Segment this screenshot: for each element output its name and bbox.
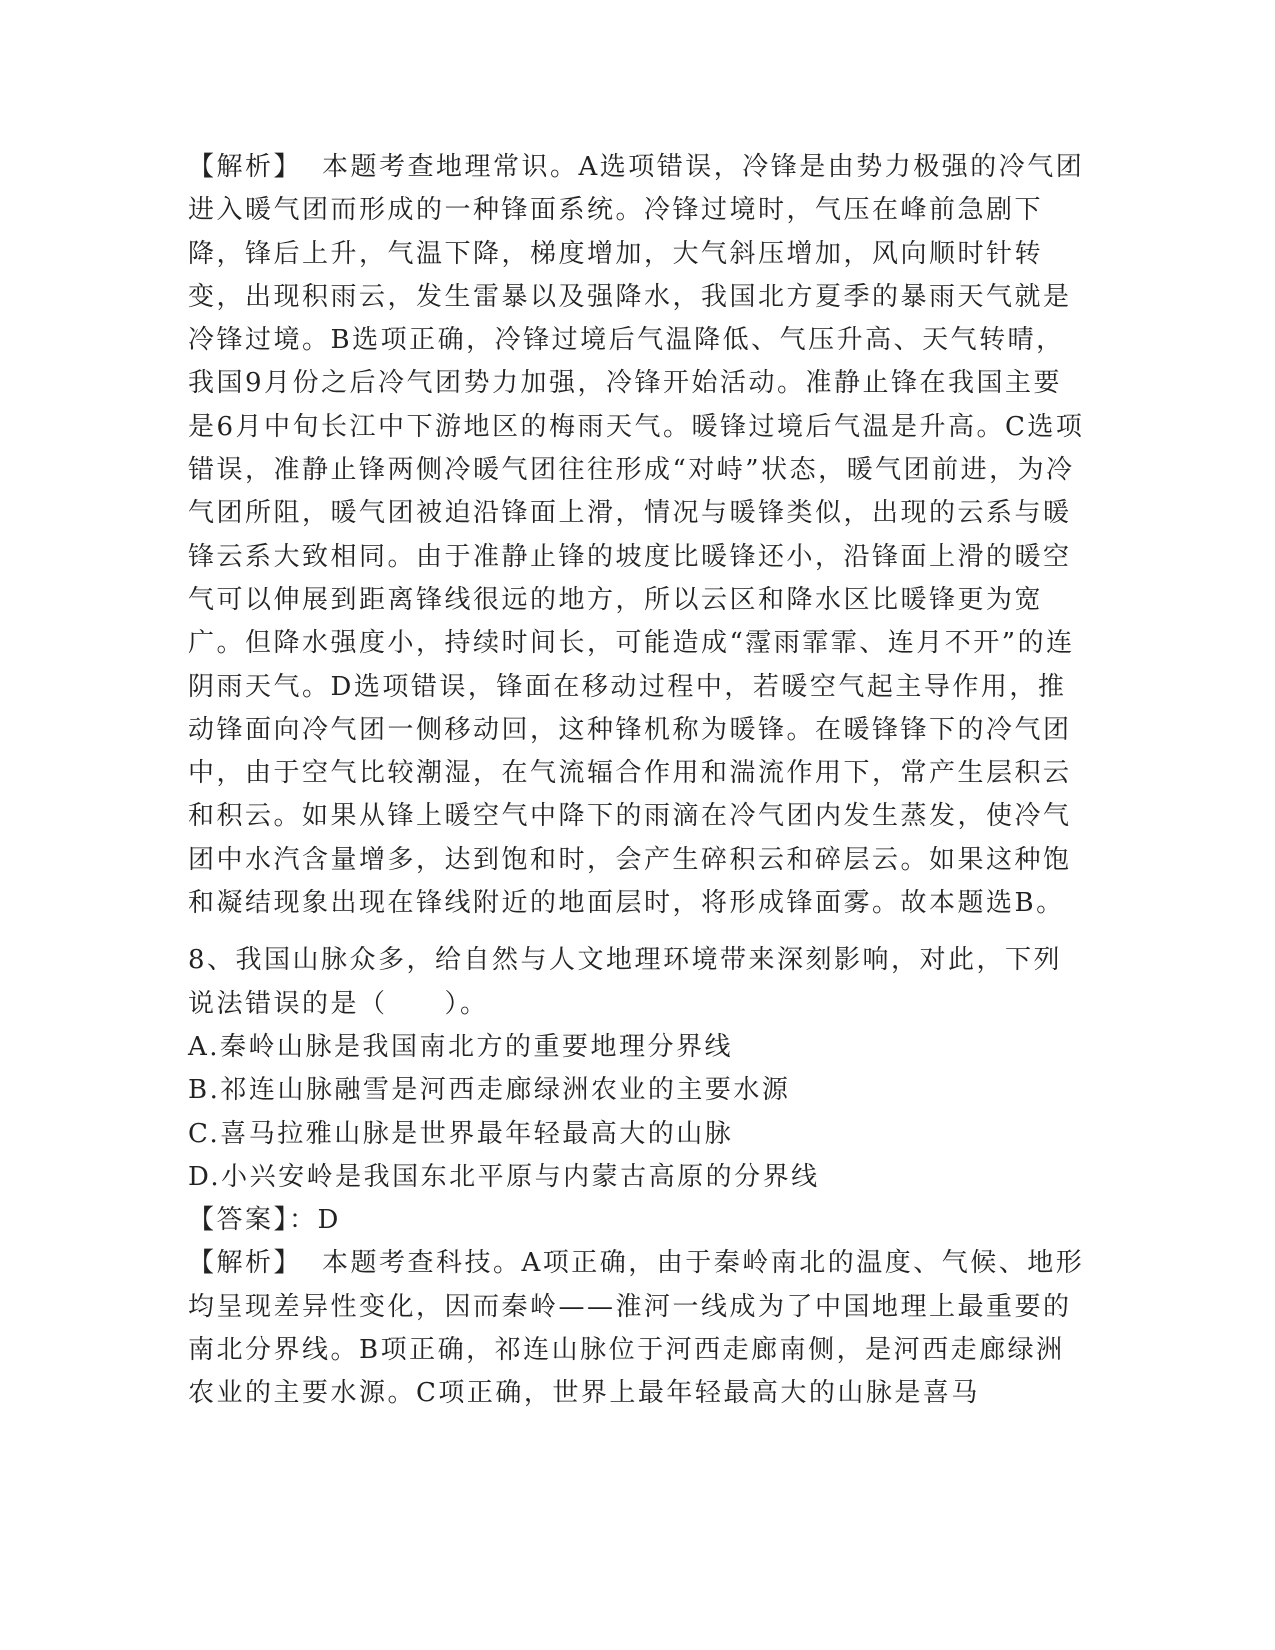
option-a: A.秦岭山脉是我国南北方的重要地理分界线: [188, 1031, 734, 1062]
analysis-text: 本题考查地理常识。A选项错误，冷锋是由势力极强的冷气团进入暖气团而形成的一种锋面系统。冷锋过境时，气压在峰前急剧下降，锋后上升，气温下降，梯度增加，大气斜压增加，风向顺时针转变，出现积雨云，发生雷暴以及强降水，我国北方夏季的暴雨天气就是冷锋过境。B选项正确，冷锋过境后气温降低、气压升高、天气转晴，我国9月份之后冷气团势力加强，冷锋开始活动。准静止锋在我国主要是6月中旬长江中下游地区的梅雨天气。暖锋过境后气温是升高。C选项错误，准静止锋两侧冷暖气团往往形成“对峙”状态，暖气团前进，为冷气团所阻，暖气团被迫沿锋面上滑，情况与暖锋类似，出现的云系与暖锋云系大致相同。由于准静止锋的坡度比暖锋还小，沿锋面上滑的暖空气可以伸展到距离锋线很远的地方，所以云区和降水区比暖锋更为宽广。但降水强度小，持续时间长，可能造成“霪雨霏霏、连月不开”的连阴雨天气。D选项错误，锋面在移动过程中，若暖空气起主导作用，推动锋面向冷气团一侧移动回，这种锋机称为暖锋。在暖锋锋下的冷气团中，由于空气比较潮湿，在气流辐合作用和湍流作用下，常产生层积云和积云。如果从锋上暖空气中降下的雨滴在冷气团内发生蒸发，使冷气团中水汽含量增多，达到饱和时，会产生碎积云和碎层云。如果这种饱和凝结现象出现在锋线附近的地面层时，将形成锋面雾。故本题选B。: [188, 152, 1085, 919]
analysis-paragraph-1: [188, 146, 1088, 925]
option-d: D.小兴安岭是我国东北平原与内蒙古高原的分界线: [188, 1161, 820, 1192]
analysis-label: 【解析】: [188, 1248, 303, 1279]
analysis-text: 本题考查科技。A项正确，由于秦岭南北的温度、气候、地形均呈现差异性变化，因而秦岭——淮河一线成为了中国地理上最重要的南北分界线。B项正确，祁连山脉位于河西走廊南侧，是河西走廊绿洲农业的主要水源。C项正确，世界上最年轻最高大的山脉是喜马: [188, 1248, 1085, 1409]
question-stem: 8、我国山脉众多，给自然与人文地理环境带来深刻影响，对此，下列说法错误的是（ ）。: [188, 945, 1063, 1019]
answer-value: D: [317, 1205, 341, 1236]
answer-line: [188, 1199, 1088, 1242]
paragraph-gap: [188, 925, 1088, 939]
analysis-label: 【解析】: [188, 152, 303, 182]
document-content: [188, 146, 1088, 1416]
question-8: [188, 939, 1088, 1242]
answer-label: 【答案】：: [188, 1205, 318, 1236]
option-c: C.喜马拉雅山脉是世界最年轻最高大的山脉: [188, 1118, 734, 1149]
option-b: B.祁连山脉融雪是河西走廊绿洲农业的主要水源: [188, 1075, 791, 1106]
analysis-paragraph-2: [188, 1242, 1088, 1415]
